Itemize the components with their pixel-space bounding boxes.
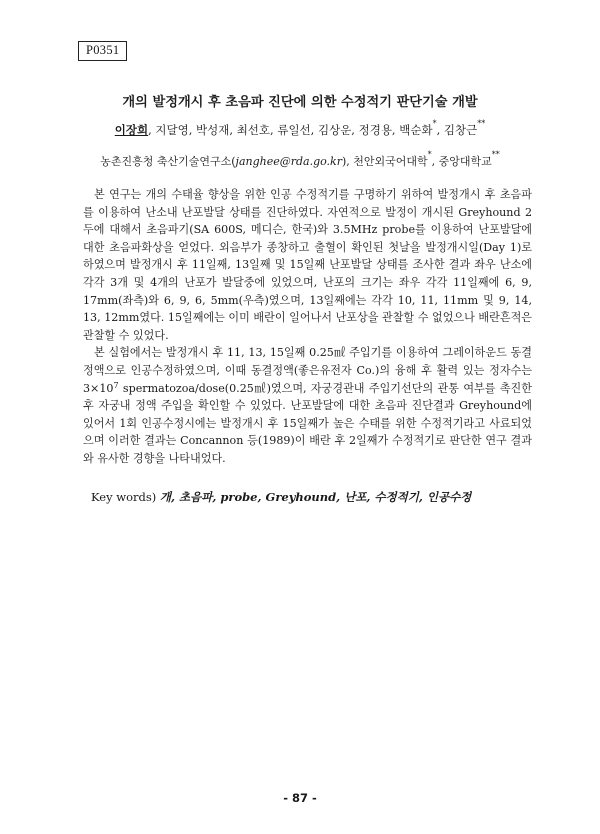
keywords-line (91, 489, 471, 505)
page-number: - 87 - (283, 791, 317, 805)
keywords-terms: 개, 초음파, probe, Greyhound, 난포, 수정적기, 인공수정 (159, 490, 472, 504)
author-mark-2: ** (477, 119, 486, 128)
affiliations (0, 150, 600, 169)
abstract-paragraph-2 (83, 344, 532, 467)
author-mark-1: * (432, 119, 437, 128)
paper-code: P0351 (86, 43, 120, 57)
paper-code-box (78, 41, 127, 61)
abstract-paragraph-1: 본 연구는 개의 수태율 향상을 위한 인공 수정적기를 구명하기 위하여 발정개시 후 초음파를 이용하여 난소내 난포발달 상태를 진단하였다. 자연적으로 발정이 개시된 Greyhound 2두에 대해서 초음파기(SA 600S, 메디슨, 한국)와 3.5MHz probe를 이용하여 난포발달에 대한 초음파화상을 얻었다. 외음부가 종창하고 출혈이 확인된 첫날을 발정개시일(Day 1)로 하였으며 발정개시 후 11일째, 13일째 및 15일째 난포발달 상태를 조사한 결과 좌우 난소에 각각 3개 및 4개의 난포가 발달중에 있었으며, 난포의 크기는 좌우 각각 11일째에 6, 9, 17mm(좌측)와 6, 9, 6, 5mm(우측)였으며, 13일째에는 각각 10, 11, 11mm 및 9, 14, 13, 12mm였다. 15일째에는 이미 배란이 일어나서 난포상을 관찰할 수 없었으나 배란흔적은 관찰할 수 있었다. (83, 188, 532, 342)
affiliation-mark-2: ** (491, 150, 500, 159)
keywords-label: Key words) (91, 490, 157, 504)
abstract (83, 186, 532, 468)
lead-author: 이장희 (114, 123, 149, 137)
author-separator: , 김창근 (436, 123, 478, 137)
affiliation-org-3: , 중앙대학교 (431, 155, 492, 168)
abstract-p2-part-b: spermatozoa/dose(0.25㎖)였으며, 자궁경관내 주입기선단의 관통 여부를 촉진한 후 자궁내 정액 주입을 확인할 수 있었다. 난포발달에 대한 초음파 진단결과 Greyhound에 있어서 1회 인공수정시에는 발정개시 후 15일째가 높은 수태를 위한 수정적기라고 사료되었으며 이러한 결과는 Concannon 등(1989)이 배란 후 2일째가 수정적기로 판단한 연구 결과와 유사한 경향을 나타내었다. (83, 381, 532, 465)
exponent: 7 (113, 380, 119, 390)
co-authors: , 지달영, 박성재, 최선호, 류일선, 김상운, 정경용, 백순화 (148, 123, 433, 137)
affiliation-org-1: 농촌진흥청 축산기술연구소( (100, 155, 236, 168)
abstract-p2-part-a: 본 실험에서는 발정개시 후 11, 13, 15일째 0.25㎖ 주입기를 이용하여 그레이하운드 동결정액으로 인공수정하였으며, 이때 동결정액(좋은유전자 Co.)의 융해 후 활력 있는 정자수는 3×10 (83, 346, 532, 395)
author-list (0, 119, 600, 138)
affiliation-org-2: ), 천안외국어대학 (341, 155, 428, 168)
author-email: janghee@rda.go.kr (235, 155, 342, 168)
paper-title: 개의 발정개시 후 초음파 진단에 의한 수정적기 판단기술 개발 (122, 95, 478, 110)
affiliation-mark-1: * (427, 150, 432, 159)
